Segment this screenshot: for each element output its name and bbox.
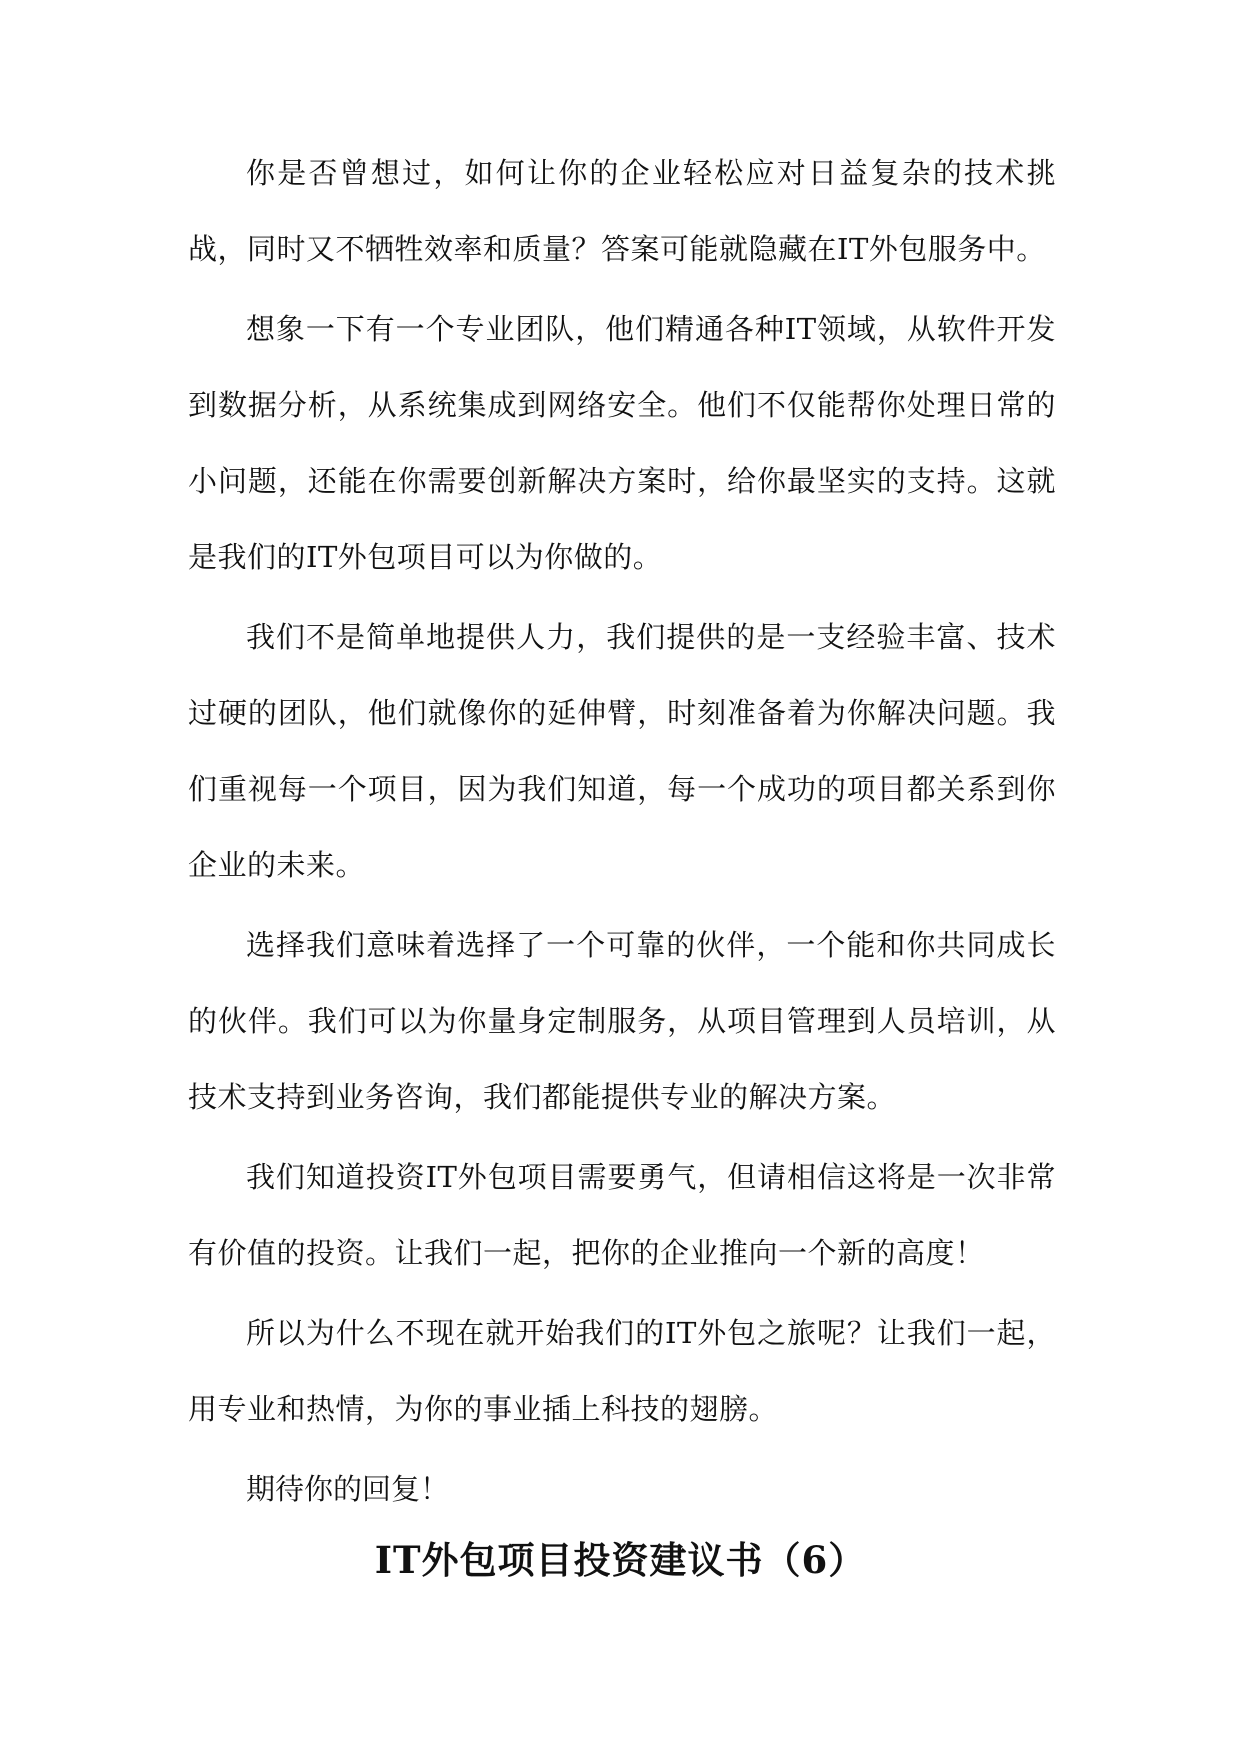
paragraph-partner: 选择我们意味着选择了一个可靠的伙伴，一个能和你共同成长的伙伴。我们可以为你量身定制服务，从项目管理到人员培训，从技术支持到业务咨询，我们都能提供专业的解决方案。 bbox=[188, 928, 1056, 1114]
paragraph-call-to-action: 所以为什么不现在就开始我们的IT外包之旅呢？让我们一起，用专业和热情，为你的事业插上科技的翅膀。 bbox=[188, 1316, 1056, 1426]
paragraph-intro: 你是否曾想过，如何让你的企业轻松应对日益复杂的技术挑战，同时又不牺牲效率和质量？答案可能就隐藏在IT外包服务中。 bbox=[188, 156, 1056, 266]
paragraph-team: 想象一下有一个专业团队，他们精通各种IT领域，从软件开发到数据分析，从系统集成到网络安全。他们不仅能帮你处理日常的小问题，还能在你需要创新解决方案时，给你最坚实的支持。这就是我们的IT外包项目可以为你做的。 bbox=[188, 312, 1056, 574]
paragraph-experience: 我们不是简单地提供人力，我们提供的是一支经验丰富、技术过硬的团队，他们就像你的延伸臂，时刻准备着为你解决问题。我们重视每一个项目，因为我们知道，每一个成功的项目都关系到你企业的未来。 bbox=[188, 620, 1056, 882]
closing-line: 期待你的回复！ bbox=[246, 1472, 450, 1506]
body-text bbox=[188, 135, 1056, 1527]
section-heading: IT外包项目投资建议书（6） bbox=[374, 1538, 867, 1582]
paragraph-investment: 我们知道投资IT外包项目需要勇气，但请相信这将是一次非常有价值的投资。让我们一起，把你的企业推向一个新的高度！ bbox=[188, 1160, 1056, 1270]
